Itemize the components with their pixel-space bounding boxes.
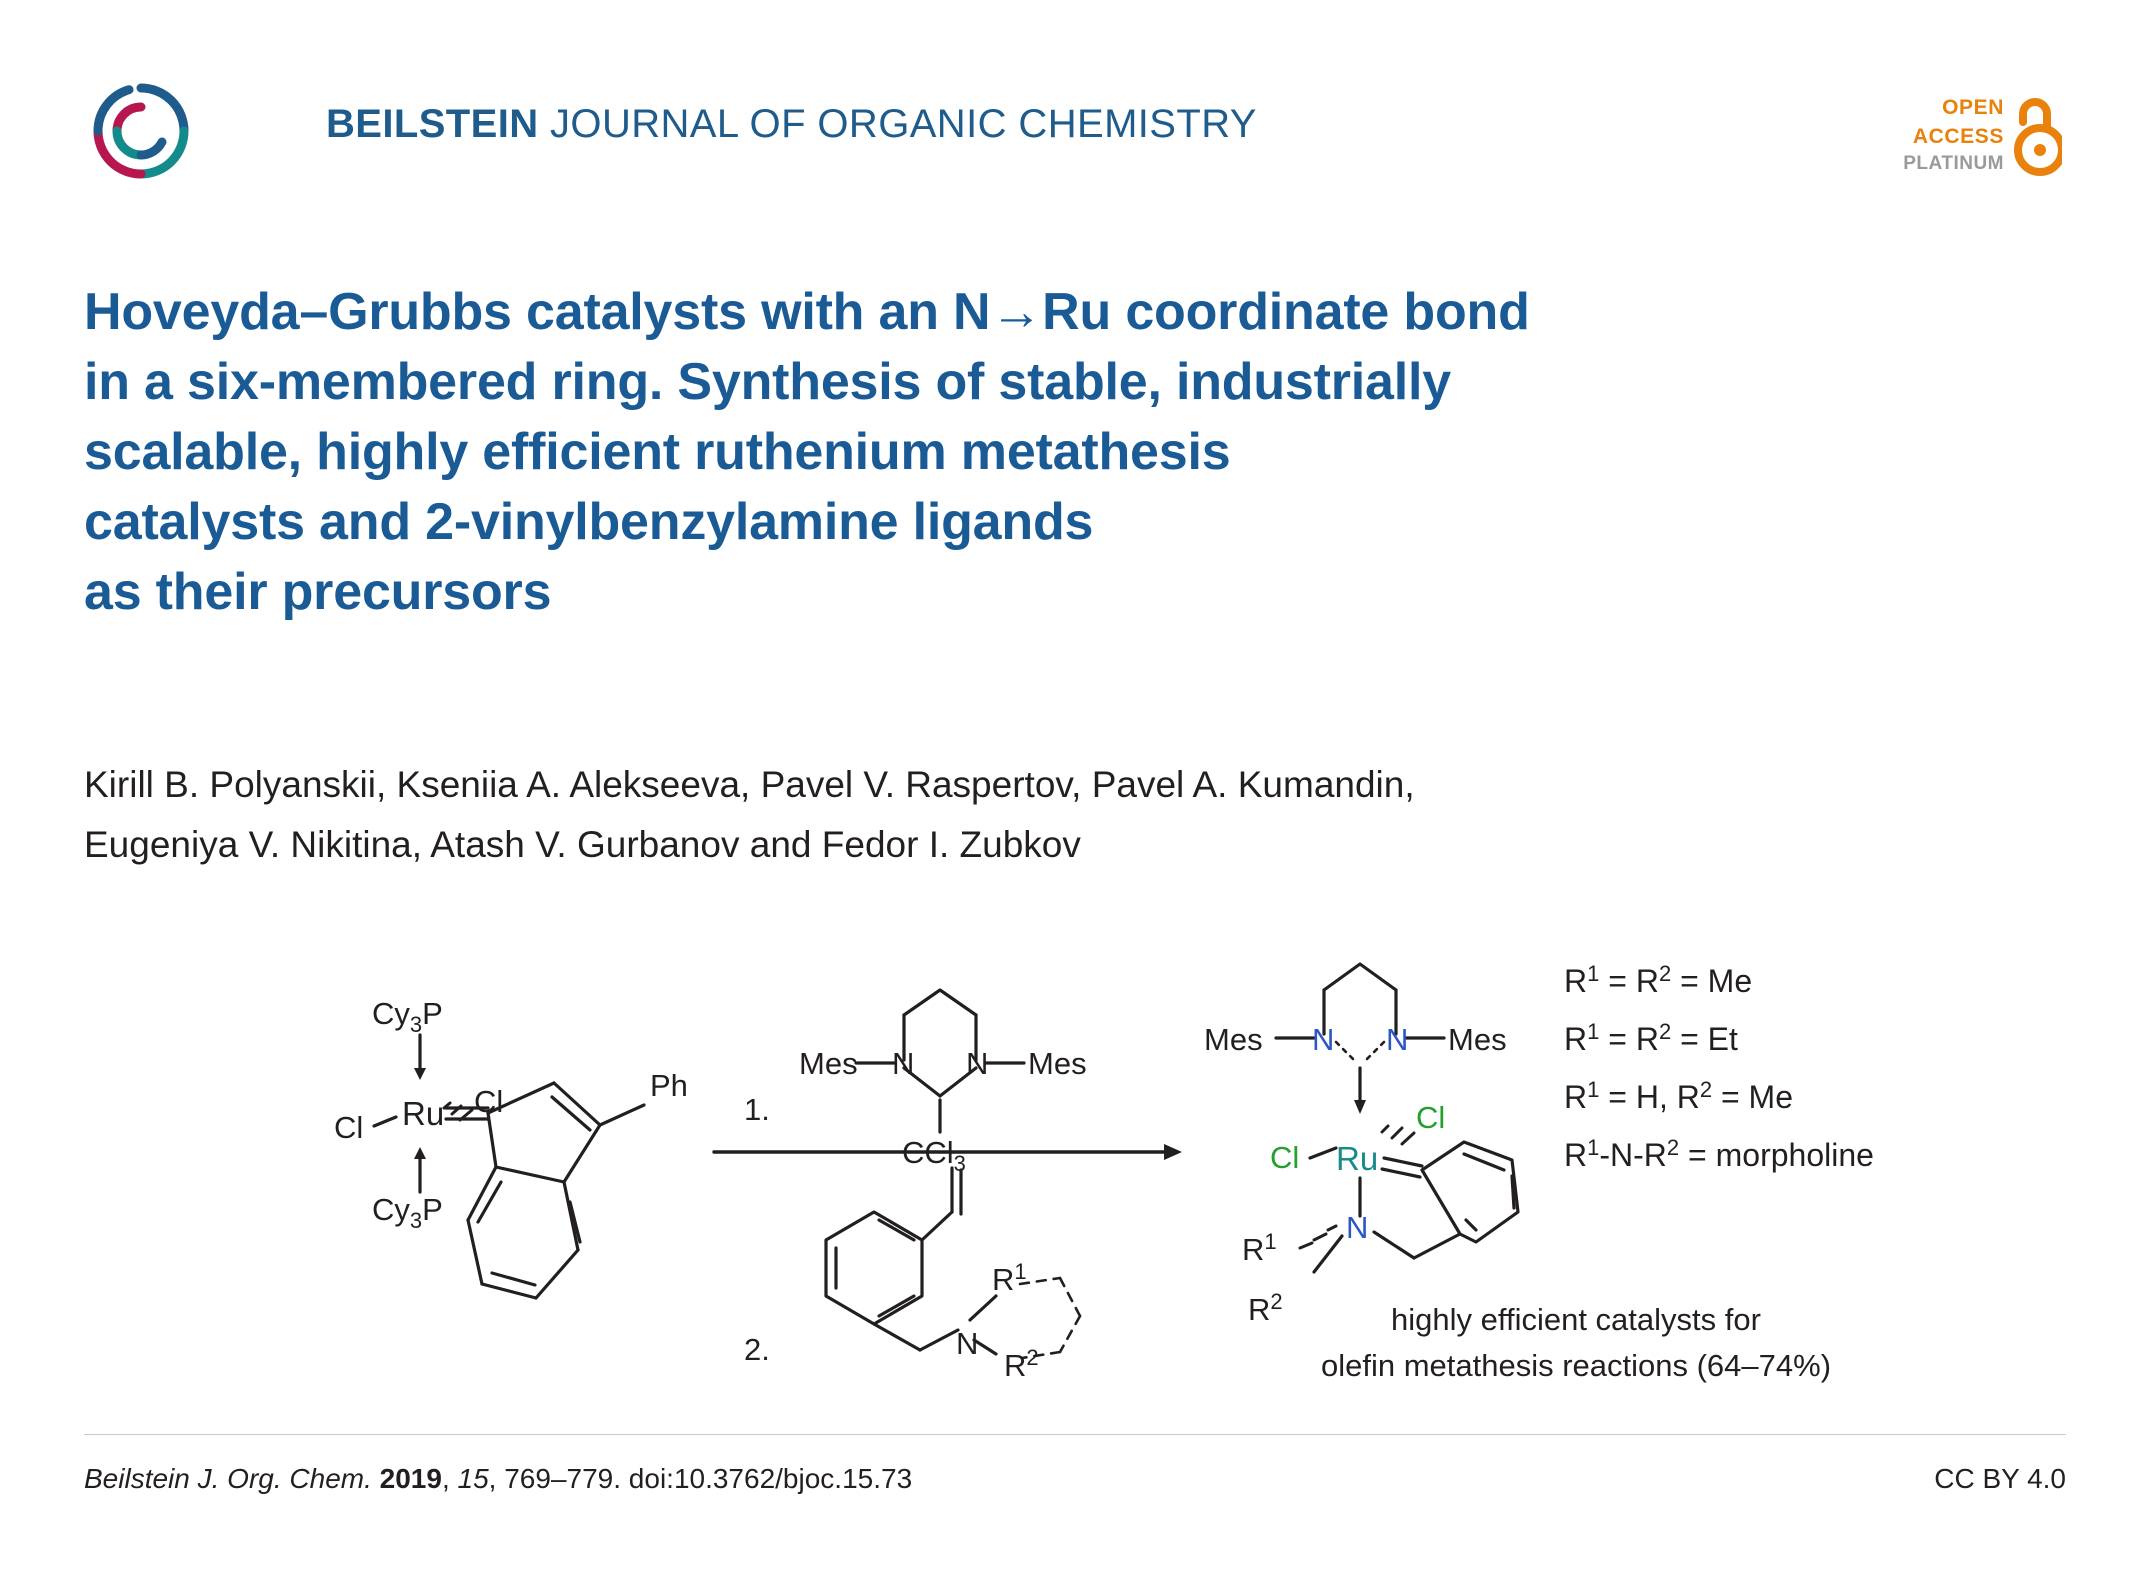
footer-divider	[84, 1434, 2066, 1435]
reagent-step-1-number: 1.	[744, 1092, 770, 1127]
reagent-mes-right: Mes	[1028, 1046, 1087, 1081]
title-line-4: catalysts and 2-vinylbenzylamine ligands	[84, 492, 1094, 551]
page-title	[84, 278, 1984, 628]
label-ru-left: Ru	[402, 1095, 445, 1132]
title-line-2: in a six-membered ring. Synthesis of stable, industrially	[84, 352, 1451, 411]
citation-journal: Beilstein J. Org. Chem.	[84, 1463, 372, 1494]
product-n-right: N	[1386, 1022, 1409, 1057]
product-cl-left: Cl	[1270, 1140, 1300, 1175]
reagent-step-2-number: 2.	[744, 1332, 770, 1367]
title-line-5: as their precursors	[84, 562, 552, 621]
graphical-abstract-scheme	[84, 920, 2014, 1400]
author-list	[84, 755, 2014, 875]
title-line-1: Hoveyda–Grubbs catalysts with an N→Ru coordinate bond	[84, 283, 1530, 341]
substituent-2: $R^1 = R^2 = Et$	[1564, 1019, 1738, 1057]
product-mes-left: Mes	[1204, 1022, 1263, 1057]
open-access-text	[1903, 94, 2004, 177]
product-ru: Ru	[1336, 1140, 1379, 1177]
citation-year: 2019	[379, 1463, 442, 1494]
journal-title-bold: BEILSTEIN	[326, 102, 539, 146]
scheme-caption-line-2: olefin metathesis reactions (64–74%)	[1320, 1348, 1832, 1383]
product-cl-right: Cl	[1416, 1100, 1446, 1135]
substituent-4: $R^1-N-R^2$ = morpholine	[1564, 1135, 1874, 1173]
product-n-left: N	[1312, 1022, 1335, 1057]
label-cy3p-top: $Cy_3P$	[372, 996, 443, 1037]
open-access-line2: ACCESS	[1912, 124, 2004, 148]
license-label: CC BY 4.0	[1934, 1463, 2066, 1494]
journal-title-rest: JOURNAL OF ORGANIC CHEMISTRY	[538, 102, 1257, 146]
open-lock-icon	[2014, 92, 2062, 178]
product-r1: $R^1$	[1242, 1229, 1277, 1267]
beilstein-spiral-logo	[88, 78, 194, 184]
open-access-line3: PLATINUM	[1903, 153, 2004, 175]
label-cy3p-bottom: $Cy_3P$	[372, 1192, 443, 1233]
title-line-3: scalable, highly efficient ruthenium metathesis	[84, 422, 1231, 481]
journal-title	[326, 102, 1257, 147]
product-mes-right: Mes	[1448, 1022, 1507, 1057]
label-ph: Ph	[650, 1068, 688, 1103]
label-cl-top: Cl	[474, 1084, 504, 1119]
substituent-3: $R^1 = H$, $R^2 = Me$	[1564, 1077, 1793, 1115]
citation-rest: , 769–779. doi:10.3762/bjoc.15.73	[488, 1463, 913, 1494]
author-line-1: Kirill B. Polyanskii, Kseniia A. Alekseeva, Pavel V. Raspertov, Pavel A. Kumandin,	[84, 764, 1415, 805]
citation-volume: 15	[457, 1463, 489, 1494]
reagent-r1: $R^1$	[992, 1259, 1027, 1297]
reagent-mes-left: Mes	[799, 1046, 858, 1081]
citation: Beilstein J. Org. Chem. 2019, 15, 769–779. doi:10.3762/bjoc.15.73	[84, 1463, 913, 1494]
reagent-amine-n: N	[956, 1326, 979, 1361]
product-r2: $R^2$	[1248, 1289, 1283, 1327]
author-line-2: Eugeniya V. Nikitina, Atash V. Gurbanov and Fedor I. Zubkov	[84, 823, 1081, 865]
open-access-badge	[1852, 84, 2062, 202]
reagent-n-left: N	[892, 1046, 915, 1081]
scheme-caption-line-1: highly efficient catalysts for	[1391, 1302, 1761, 1337]
label-cl-left: Cl	[334, 1110, 364, 1145]
reagent-r2: $R^2$	[1004, 1345, 1039, 1383]
reagent-n-right: N	[966, 1046, 989, 1081]
open-access-line1: OPEN	[1942, 96, 2004, 119]
product-n-bottom: N	[1346, 1210, 1369, 1245]
substituent-1: $R^1 = R^2 = Me$	[1564, 961, 1753, 999]
page-header	[88, 78, 2062, 188]
reagent-ccl3: CCl$_3$	[902, 1135, 966, 1176]
